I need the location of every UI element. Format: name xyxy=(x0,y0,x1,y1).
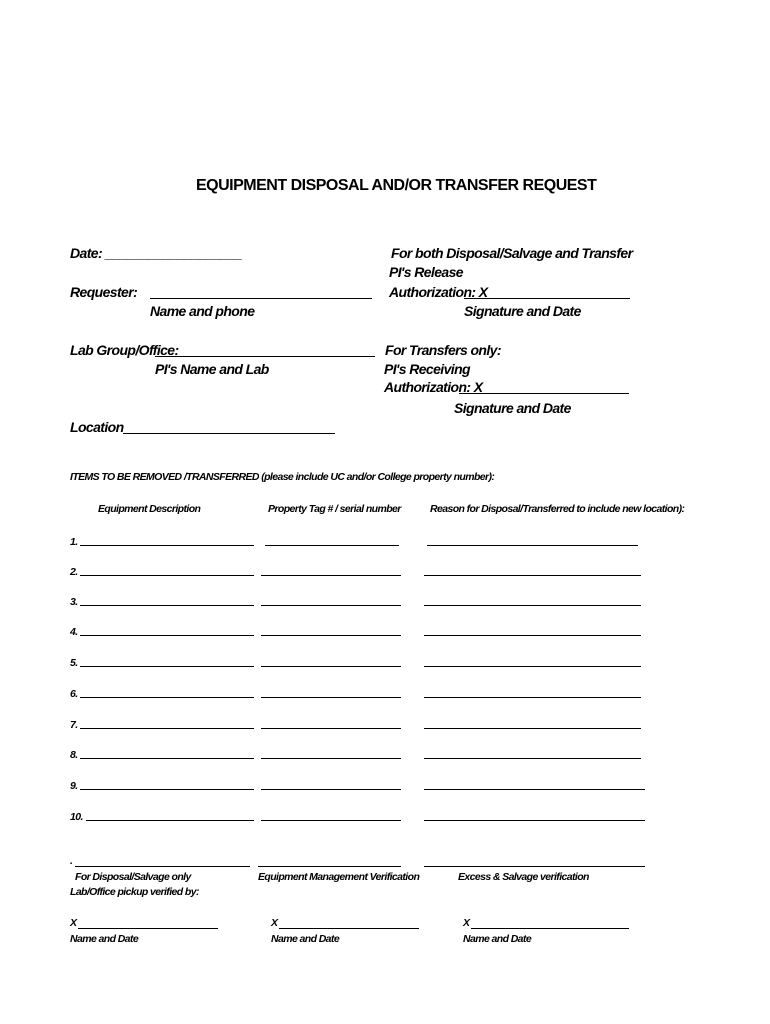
reason-line[interactable] xyxy=(424,575,641,576)
property-tag-line[interactable] xyxy=(261,697,401,698)
reason-line[interactable] xyxy=(424,635,641,636)
pi-release-label: PI's Release xyxy=(389,264,463,280)
column-reason: Reason for Disposal/Transferred to include new location): xyxy=(430,503,685,515)
signature-line-2[interactable] xyxy=(279,928,419,929)
requester-input-line[interactable] xyxy=(150,298,372,299)
reason-line[interactable] xyxy=(424,820,645,821)
property-tag-line[interactable] xyxy=(261,789,401,790)
receiving-signature-line[interactable] xyxy=(459,393,629,394)
equipment-description-line[interactable] xyxy=(80,728,254,729)
column-property-tag: Property Tag # / serial number xyxy=(268,503,401,515)
lab-group-caption: PI's Name and Lab xyxy=(155,361,269,377)
excess-salvage-label: Excess & Salvage verification xyxy=(458,871,589,883)
requester-label: Requester: xyxy=(70,284,138,300)
signature-x-3: X xyxy=(463,917,470,929)
signature-x-1: X xyxy=(70,917,77,929)
property-tag-line[interactable] xyxy=(265,545,399,546)
receiving-signature-caption: Signature and Date xyxy=(454,400,571,416)
equipment-mgmt-line[interactable] xyxy=(258,866,401,867)
signature-x-2: X xyxy=(271,917,278,929)
date-field-label: Date: ___________________ xyxy=(70,245,242,261)
column-equipment-description: Equipment Description xyxy=(98,503,201,515)
row-number: 3. xyxy=(70,596,78,608)
row-number: 10. xyxy=(70,811,83,823)
property-tag-line[interactable] xyxy=(261,605,401,606)
equipment-description-line[interactable] xyxy=(80,605,254,606)
transfer-heading: For Transfers only: xyxy=(385,342,501,358)
verification-dot: . xyxy=(70,855,73,867)
row-number: 4. xyxy=(70,626,78,638)
form-title: EQUIPMENT DISPOSAL AND/OR TRANSFER REQUEST xyxy=(196,177,597,194)
equipment-mgmt-label: Equipment Management Verification xyxy=(258,871,420,883)
equipment-description-line[interactable] xyxy=(80,635,254,636)
equipment-description-line[interactable] xyxy=(80,789,254,790)
row-number: 2. xyxy=(70,566,78,578)
signature-caption-3: Name and Date xyxy=(463,933,532,945)
row-number: 8. xyxy=(70,749,78,761)
equipment-description-line[interactable] xyxy=(86,820,254,821)
pickup-verified-label: Lab/Office pickup verified by: xyxy=(70,886,199,898)
reason-line[interactable] xyxy=(424,697,641,698)
reason-line[interactable] xyxy=(424,605,641,606)
signature-line-1[interactable] xyxy=(78,928,218,929)
signature-caption-1: Name and Date xyxy=(70,933,139,945)
row-number: 9. xyxy=(70,780,78,792)
reason-line[interactable] xyxy=(424,666,641,667)
property-tag-line[interactable] xyxy=(261,666,401,667)
signature-line-3[interactable] xyxy=(471,928,629,929)
reason-line[interactable] xyxy=(424,728,641,729)
requester-caption: Name and phone xyxy=(150,303,255,319)
lab-group-input-line[interactable] xyxy=(155,356,375,357)
property-tag-line[interactable] xyxy=(261,635,401,636)
property-tag-line[interactable] xyxy=(261,728,401,729)
equipment-description-line[interactable] xyxy=(80,666,254,667)
reason-line[interactable] xyxy=(424,758,641,759)
release-signature-line[interactable] xyxy=(464,298,630,299)
equipment-description-line[interactable] xyxy=(80,697,254,698)
property-tag-line[interactable] xyxy=(261,820,401,821)
equipment-description-line[interactable] xyxy=(80,575,254,576)
both-heading: For both Disposal/Salvage and Transfer xyxy=(391,245,633,261)
row-number: 5. xyxy=(70,657,78,669)
row-number: 7. xyxy=(70,719,78,731)
location-input-line[interactable] xyxy=(123,433,335,434)
disposal-verification-line[interactable] xyxy=(75,866,250,867)
equipment-description-line[interactable] xyxy=(80,758,254,759)
release-authorization-label: Authorization: X xyxy=(389,284,488,300)
location-label: Location xyxy=(70,419,124,435)
property-tag-line[interactable] xyxy=(261,758,401,759)
row-number: 6. xyxy=(70,688,78,700)
receiving-authorization-label: Authorization: X xyxy=(384,379,483,395)
lab-group-label: Lab Group/Office: xyxy=(70,342,179,358)
signature-caption-2: Name and Date xyxy=(271,933,340,945)
pi-receiving-label: PI's Receiving xyxy=(384,361,470,377)
property-tag-line[interactable] xyxy=(261,575,401,576)
disposal-only-label: For Disposal/Salvage only xyxy=(75,871,191,883)
row-number: 1. xyxy=(70,536,78,548)
release-signature-caption: Signature and Date xyxy=(464,303,581,319)
reason-line[interactable] xyxy=(424,789,645,790)
items-heading: ITEMS TO BE REMOVED /TRANSFERRED (please include UC and/or College property number): xyxy=(70,471,495,483)
excess-salvage-line[interactable] xyxy=(424,866,645,867)
equipment-description-line[interactable] xyxy=(80,545,254,546)
reason-line[interactable] xyxy=(427,545,638,546)
